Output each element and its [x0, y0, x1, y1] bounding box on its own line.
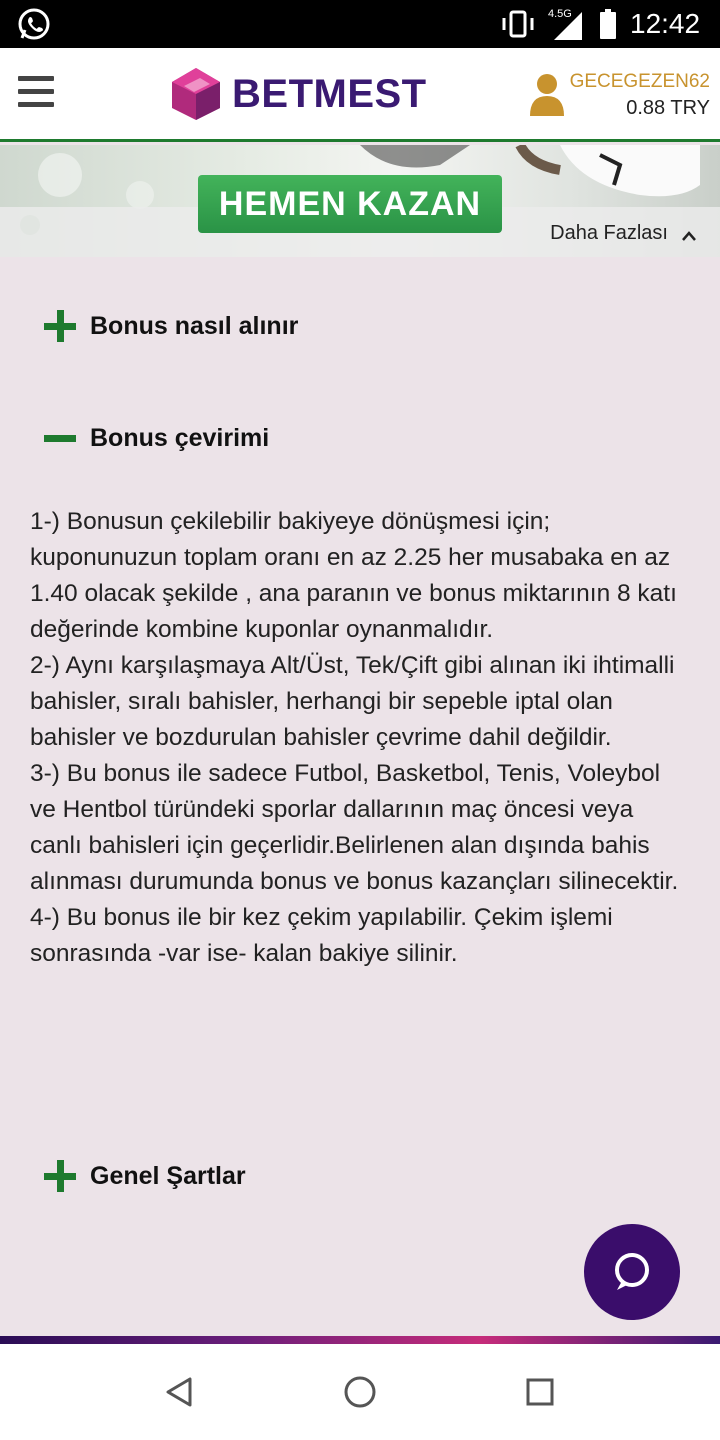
logo-mark-icon — [170, 66, 222, 122]
vibrate-icon — [500, 10, 536, 38]
accordion-title: Bonus çevirimi — [90, 424, 270, 452]
daha-fazlasi-label: Daha Fazlası — [550, 222, 668, 244]
live-chat-button[interactable] — [584, 1224, 680, 1320]
plus-icon — [44, 1160, 76, 1192]
chevron-up-icon — [682, 229, 696, 243]
accordion-bonus-nasil-alinir[interactable] — [44, 310, 298, 342]
daha-fazlasi-toggle[interactable] — [550, 219, 696, 247]
plus-icon — [44, 310, 76, 342]
account-balance: 0.88 TRY — [626, 97, 710, 119]
battery-icon — [600, 9, 616, 39]
footer-banner-strip — [0, 1336, 720, 1344]
status-bar — [0, 0, 720, 48]
accordion-title: Bonus nasıl alınır — [90, 312, 299, 340]
accordion-bonus-cevirimi[interactable] — [44, 422, 269, 454]
brand-name: BETMEST — [232, 72, 427, 116]
app-header — [0, 48, 720, 142]
user-avatar-icon[interactable] — [528, 72, 566, 116]
chat-bubble-icon — [610, 1250, 654, 1294]
whatsapp-icon — [16, 6, 52, 42]
hamburger-menu-icon[interactable] — [18, 76, 54, 112]
accordion-title: Genel Şartlar — [90, 1162, 246, 1190]
recents-square-icon[interactable] — [522, 1374, 558, 1410]
signal-icon — [546, 6, 586, 40]
rule-item: 2-) Aynı karşılaşmaya Alt/Üst, Tek/Çift gibi alınan iki ihtimalli bahisler, sıralı bahisler, herhangi bir sepeble iptal olan bahisler ve bozdurulan bahisler çevrime dahil değildir. — [30, 652, 675, 751]
promo-banner[interactable] — [0, 145, 720, 257]
clock: 12:42 — [630, 8, 701, 39]
back-triangle-icon[interactable] — [162, 1374, 198, 1410]
svg-text:4.5G: 4.5G — [548, 8, 572, 20]
bonus-cevirimi-rules — [30, 504, 690, 972]
brand-logo[interactable] — [170, 66, 427, 122]
home-circle-icon[interactable] — [342, 1374, 378, 1410]
username[interactable]: GECEGEZEN62 — [569, 71, 710, 92]
accordion-genel-sartlar[interactable] — [44, 1160, 246, 1192]
bonus-rules-content — [0, 258, 720, 1336]
rule-item: 3-) Bu bonus ile sadece Futbol, Basketbol, Tenis, Voleybol ve Hentbol türündeki sporlar dallarının maç öncesi veya canlı bahisleri için geçerlidir.Belirlenen alan dışında bahis alınması durumunda bonus ve bonus kazançları silinecektir. — [30, 760, 679, 895]
rule-item: 1-) Bonusun çekilebilir bakiyeye dönüşmesi için; kuponunuzun toplam oranı en az 2.25 her musabaka en az 1.40 olacak şekilde , ana paranın ve bonus miktarının 8 katı değerinde kombine kuponlar oynanmalıdır. — [30, 508, 677, 643]
hemen-kazan-button[interactable]: HEMEN KAZAN — [198, 175, 502, 233]
minus-icon — [44, 422, 76, 454]
system-nav-bar — [0, 1344, 720, 1440]
rule-item: 4-) Bu bonus ile bir kez çekim yapılabilir. Çekim işlemi sonrasında -var ise- kalan bakiye silinir. — [30, 904, 613, 967]
